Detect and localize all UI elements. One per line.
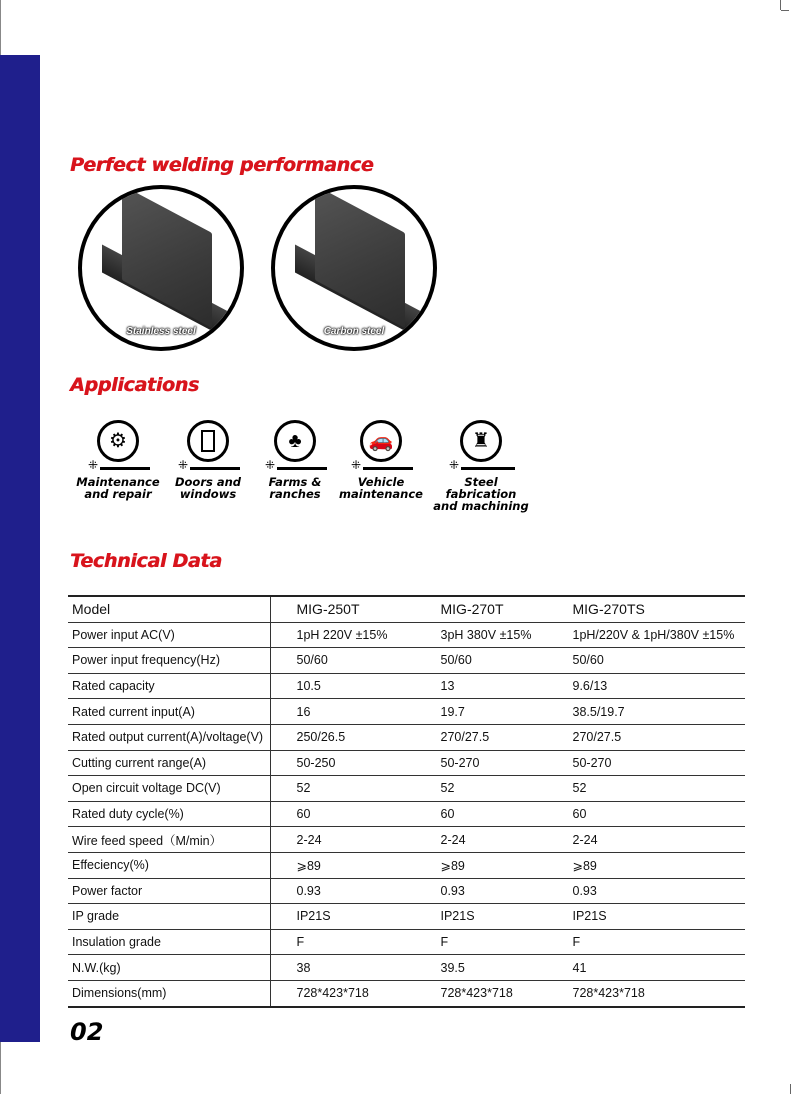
cell-value: 2-24 <box>569 827 746 853</box>
cell-value: MIG-250T <box>270 596 437 622</box>
table-row <box>68 673 745 699</box>
application-item <box>429 420 533 512</box>
application-item <box>331 420 431 500</box>
cell-value: ⩾89 <box>437 852 569 878</box>
tree-icon: ♣ <box>274 420 316 462</box>
row-label: Power factor <box>68 878 270 904</box>
cell-value: IP21S <box>437 904 569 930</box>
cell-value: 2-24 <box>437 827 569 853</box>
cell-value: IP21S <box>270 904 437 930</box>
cell-value: 41 <box>569 955 746 981</box>
cell-value: 50-270 <box>437 750 569 776</box>
table-row <box>68 827 745 853</box>
table-row <box>68 622 745 648</box>
cell-value: F <box>437 929 569 955</box>
cell-value: 60 <box>437 801 569 827</box>
performance-heading: Perfect welding performance <box>70 154 374 176</box>
sample-stainless-steel <box>78 185 244 351</box>
table-row <box>68 776 745 802</box>
sample-carbon-steel <box>271 185 437 351</box>
cell-value: 9.6/13 <box>569 673 746 699</box>
row-label: Open circuit voltage DC(V) <box>68 776 270 802</box>
table-row <box>68 955 745 981</box>
page-number: 02 <box>70 1018 104 1046</box>
cell-value: 2-24 <box>270 827 437 853</box>
row-label: Rated output current(A)/voltage(V) <box>68 724 270 750</box>
row-label: IP grade <box>68 904 270 930</box>
cell-value: 13 <box>437 673 569 699</box>
cell-value: 1pH/220V & 1pH/380V ±15% <box>569 622 746 648</box>
application-label: Doors and <box>174 475 242 489</box>
row-label: Power input frequency(Hz) <box>68 648 270 674</box>
table-row <box>68 648 745 674</box>
cell-value: 50-270 <box>569 750 746 776</box>
sample-label: Carbon steel <box>323 326 385 337</box>
cell-value: 16 <box>270 699 437 725</box>
table-row <box>68 750 745 776</box>
row-label: Effeciency(%) <box>68 852 270 878</box>
cell-value: 52 <box>569 776 746 802</box>
table-row <box>68 904 745 930</box>
row-label: Dimensions(mm) <box>68 980 270 1006</box>
cell-value: ⩾89 <box>270 852 437 878</box>
application-label: and repair <box>84 487 152 501</box>
door-icon <box>187 420 229 462</box>
spark-icon: ⁜ <box>178 458 189 472</box>
table-row <box>68 724 745 750</box>
table-row <box>68 980 745 1006</box>
application-label: Steel fabrication <box>445 475 517 501</box>
cell-value: 270/27.5 <box>569 724 746 750</box>
cell-value: F <box>569 929 746 955</box>
car-lift-icon: 🚗 <box>360 420 402 462</box>
application-label: windows <box>179 487 237 501</box>
application-label: ranches <box>269 487 321 501</box>
table-header-row <box>68 596 745 622</box>
table-row <box>68 852 745 878</box>
spark-icon: ⁜ <box>88 458 99 472</box>
sample-label: Stainless steel <box>126 326 196 337</box>
table-row <box>68 801 745 827</box>
cell-value: 0.93 <box>569 878 746 904</box>
crop-mark <box>780 0 781 10</box>
row-label: Wire feed speed（M/min） <box>68 827 270 853</box>
cell-value: 19.7 <box>437 699 569 725</box>
application-item <box>245 420 345 500</box>
gears-icon: ⚙ <box>97 420 139 462</box>
cell-value: 60 <box>270 801 437 827</box>
application-label: Maintenance <box>76 475 160 489</box>
table-row <box>68 929 745 955</box>
application-label: and machining <box>433 499 529 513</box>
cell-value: MIG-270TS <box>569 596 746 622</box>
row-label: Rated duty cycle(%) <box>68 801 270 827</box>
cell-value: 50/60 <box>569 648 746 674</box>
side-accent-bar <box>0 55 40 1042</box>
cell-value: 38 <box>270 955 437 981</box>
cell-value: 52 <box>270 776 437 802</box>
spark-icon: ⁜ <box>265 458 276 472</box>
cell-value: 50/60 <box>270 648 437 674</box>
cell-value: IP21S <box>569 904 746 930</box>
row-label: Insulation grade <box>68 929 270 955</box>
cell-value: 728*423*718 <box>437 980 569 1006</box>
crop-mark <box>790 1084 791 1094</box>
cell-value: 1pH 220V ±15% <box>270 622 437 648</box>
cell-value: F <box>270 929 437 955</box>
cell-value: 0.93 <box>270 878 437 904</box>
table-row <box>68 878 745 904</box>
spark-icon: ⁜ <box>449 458 460 472</box>
application-label: maintenance <box>339 487 423 501</box>
application-label: Farms & <box>268 475 322 489</box>
crop-mark <box>781 10 789 11</box>
spark-icon: ⁜ <box>351 458 362 472</box>
cell-value: 0.93 <box>437 878 569 904</box>
cell-value: MIG-270T <box>437 596 569 622</box>
application-label: Vehicle <box>357 475 405 489</box>
cell-value: 270/27.5 <box>437 724 569 750</box>
cell-value: ⩾89 <box>569 852 746 878</box>
table-row <box>68 699 745 725</box>
cell-value: 728*423*718 <box>569 980 746 1006</box>
cell-value: 250/26.5 <box>270 724 437 750</box>
cell-value: 39.5 <box>437 955 569 981</box>
cell-value: 728*423*718 <box>270 980 437 1006</box>
technical-data-table <box>68 595 745 1008</box>
cell-value: 38.5/19.7 <box>569 699 746 725</box>
row-label: Power input AC(V) <box>68 622 270 648</box>
tower-icon: ♜ <box>460 420 502 462</box>
cell-value: 10.5 <box>270 673 437 699</box>
row-label: Rated capacity <box>68 673 270 699</box>
cell-value: 50/60 <box>437 648 569 674</box>
cell-value: 52 <box>437 776 569 802</box>
row-label: N.W.(kg) <box>68 955 270 981</box>
cell-value: 50-250 <box>270 750 437 776</box>
applications-heading: Applications <box>70 374 199 396</box>
application-item <box>158 420 258 500</box>
cell-value: 3pH 380V ±15% <box>437 622 569 648</box>
technical-heading: Technical Data <box>70 550 222 572</box>
cell-value: 60 <box>569 801 746 827</box>
application-item <box>68 420 168 500</box>
row-label: Model <box>68 596 270 622</box>
row-label: Cutting current range(A) <box>68 750 270 776</box>
row-label: Rated current input(A) <box>68 699 270 725</box>
